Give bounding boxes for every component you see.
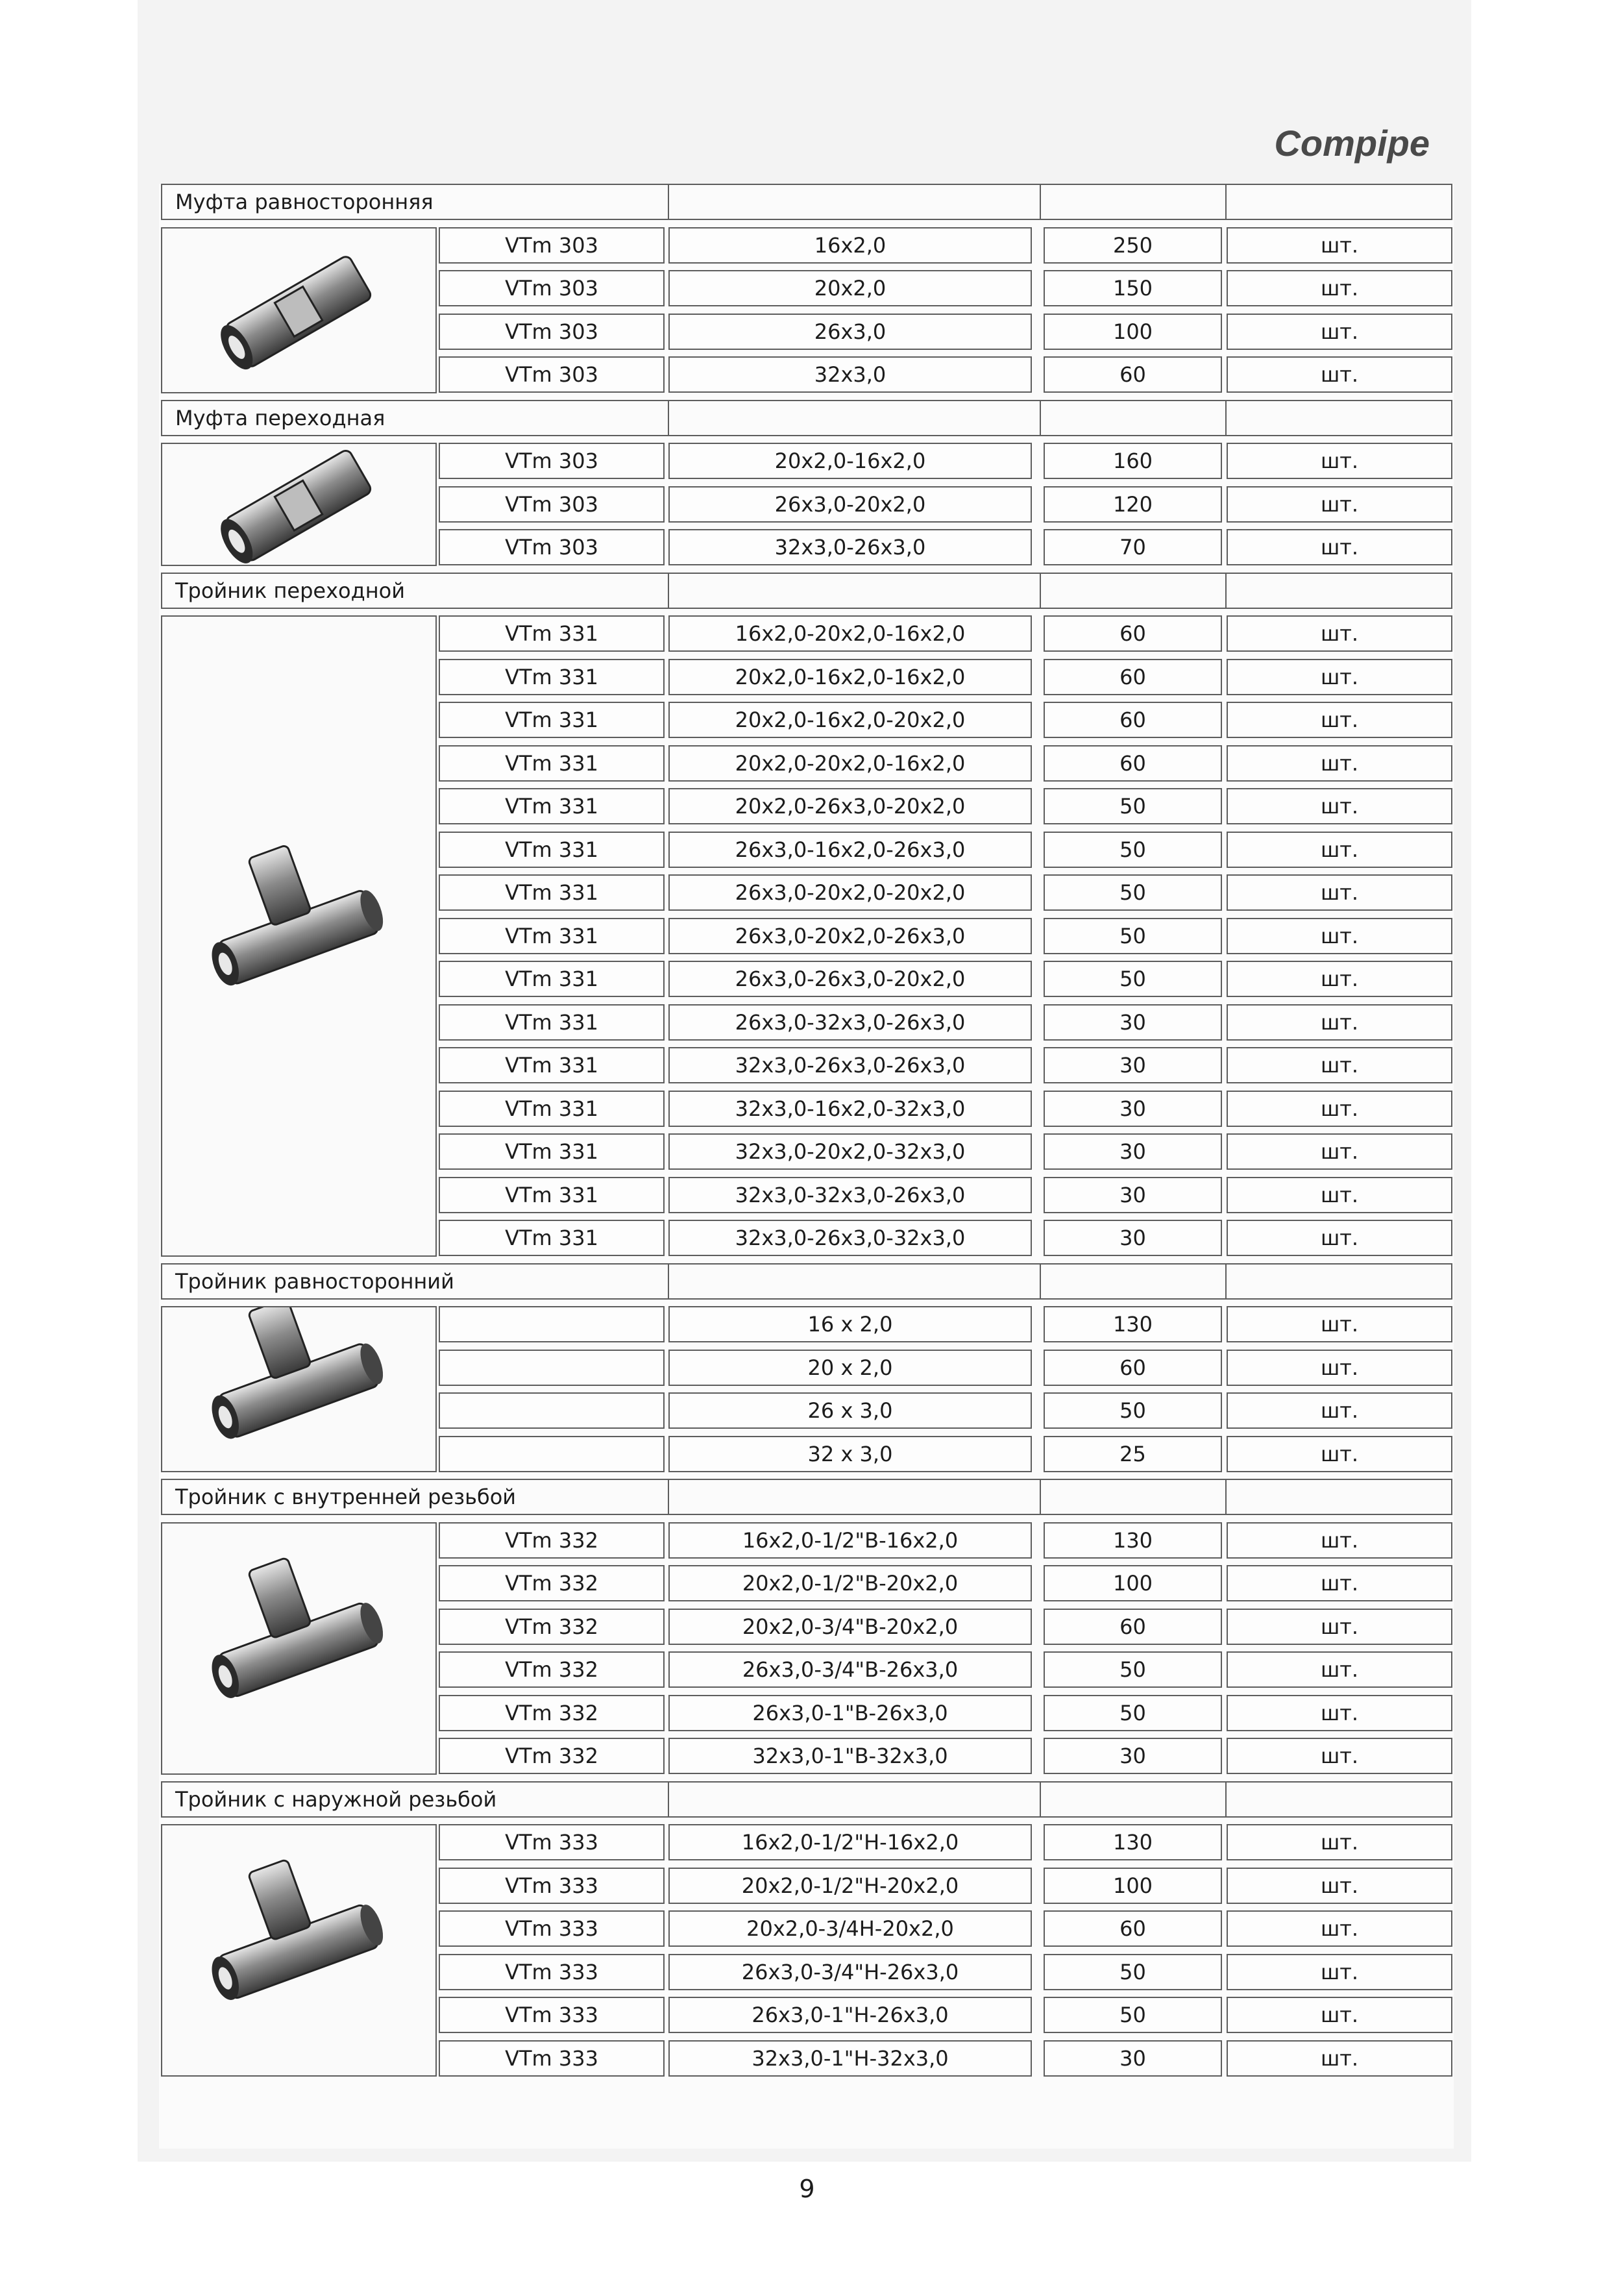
reducing-tee-icon: [161, 615, 437, 1257]
quantity-cell: 30: [1044, 1220, 1222, 1256]
size-cell: 20x2,0-16x2,0-16x2,0: [668, 659, 1032, 695]
unit-cell: шт.: [1227, 1824, 1452, 1860]
unit-cell: шт.: [1227, 1306, 1452, 1342]
product-code-cell: VTm 331: [439, 874, 665, 911]
unit-cell: шт.: [1227, 314, 1452, 350]
quantity-cell: 50: [1044, 788, 1222, 824]
product-code-cell: VTm 331: [439, 615, 665, 652]
size-cell: 32x3,0-16x2,0-32x3,0: [668, 1091, 1032, 1127]
unit-cell: шт.: [1227, 745, 1452, 782]
unit-cell: шт.: [1227, 874, 1452, 911]
size-cell: 20x2,0-3/4"B-20x2,0: [668, 1609, 1032, 1645]
quantity-cell: 120: [1044, 486, 1222, 523]
unit-cell: шт.: [1227, 1565, 1452, 1601]
product-code-cell: VTm 303: [439, 529, 665, 565]
size-cell: 32x3,0-32x3,0-26x3,0: [668, 1177, 1032, 1213]
reducing-coupling-icon: [161, 443, 437, 566]
product-code-cell: VTm 331: [439, 702, 665, 738]
size-cell: 32x3,0-26x3,0: [668, 529, 1032, 565]
quantity-cell: 25: [1044, 1436, 1222, 1472]
unit-cell: шт.: [1227, 1954, 1452, 1990]
size-cell: 26x3,0-1"B-26x3,0: [668, 1695, 1032, 1731]
size-cell: 16x2,0-1/2"B-16x2,0: [668, 1522, 1032, 1559]
product-code-cell: VTm 331: [439, 918, 665, 954]
size-cell: 20 x 2,0: [668, 1350, 1032, 1386]
size-cell: 32x3,0-1"B-32x3,0: [668, 1738, 1032, 1774]
size-cell: 20x2,0: [668, 270, 1032, 306]
quantity-cell: 130: [1044, 1306, 1222, 1342]
quantity-cell: 60: [1044, 1910, 1222, 1947]
quantity-cell: 60: [1044, 615, 1222, 652]
quantity-cell: 50: [1044, 1695, 1222, 1731]
product-code-cell: VTm 331: [439, 1177, 665, 1213]
size-cell: 16 x 2,0: [668, 1306, 1032, 1342]
product-code-cell: VTm 303: [439, 314, 665, 350]
product-code-cell: VTm 333: [439, 1997, 665, 2033]
size-cell: 32x3,0-26x3,0-26x3,0: [668, 1047, 1032, 1083]
product-code-cell: VTm 332: [439, 1565, 665, 1601]
size-cell: 26x3,0-16x2,0-26x3,0: [668, 832, 1032, 868]
product-code-cell: VTm 303: [439, 486, 665, 523]
unit-cell: шт.: [1227, 486, 1452, 523]
product-code-cell: VTm 331: [439, 1133, 665, 1170]
unit-cell: шт.: [1227, 1910, 1452, 1947]
unit-cell: шт.: [1227, 1350, 1452, 1386]
size-cell: 32x3,0-1"H-32x3,0: [668, 2040, 1032, 2077]
product-code-cell: VTm 331: [439, 1091, 665, 1127]
unit-cell: шт.: [1227, 659, 1452, 695]
product-code-cell: VTm 333: [439, 1910, 665, 1947]
size-cell: 20x2,0-16x2,0-20x2,0: [668, 702, 1032, 738]
unit-cell: шт.: [1227, 918, 1452, 954]
quantity-cell: 30: [1044, 1738, 1222, 1774]
quantity-cell: 160: [1044, 443, 1222, 479]
size-cell: 26x3,0-20x2,0-26x3,0: [668, 918, 1032, 954]
quantity-cell: 30: [1044, 1047, 1222, 1083]
size-cell: 16x2,0: [668, 227, 1032, 264]
quantity-cell: 100: [1044, 314, 1222, 350]
product-code-cell: VTm 331: [439, 745, 665, 782]
unit-cell: шт.: [1227, 1220, 1452, 1256]
size-cell: 16x2,0-1/2"H-16x2,0: [668, 1824, 1032, 1860]
product-code-cell: [439, 1436, 665, 1472]
product-code-cell: VTm 333: [439, 1824, 665, 1860]
quantity-cell: 30: [1044, 1177, 1222, 1213]
unit-cell: шт.: [1227, 615, 1452, 652]
quantity-cell: 50: [1044, 874, 1222, 911]
female-thread-tee-icon: [161, 1522, 437, 1775]
product-code-cell: VTm 303: [439, 443, 665, 479]
unit-cell: шт.: [1227, 1695, 1452, 1731]
product-code-cell: VTm 332: [439, 1738, 665, 1774]
size-cell: 26x3,0-20x2,0: [668, 486, 1032, 523]
unit-cell: шт.: [1227, 702, 1452, 738]
product-code-cell: VTm 333: [439, 2040, 665, 2077]
product-code-cell: VTm 303: [439, 356, 665, 393]
product-code-cell: VTm 332: [439, 1522, 665, 1559]
product-code-cell: VTm 331: [439, 961, 665, 997]
product-code-cell: VTm 331: [439, 1047, 665, 1083]
product-code-cell: VTm 331: [439, 832, 665, 868]
size-cell: 32 x 3,0: [668, 1436, 1032, 1472]
unit-cell: шт.: [1227, 1868, 1452, 1904]
size-cell: 26x3,0-26x3,0-20x2,0: [668, 961, 1032, 997]
quantity-cell: 50: [1044, 832, 1222, 868]
unit-cell: шт.: [1227, 961, 1452, 997]
size-cell: 32x3,0-20x2,0-32x3,0: [668, 1133, 1032, 1170]
product-code-cell: VTm 333: [439, 1868, 665, 1904]
quantity-cell: 60: [1044, 1609, 1222, 1645]
quantity-cell: 50: [1044, 1954, 1222, 1990]
section-title: Муфта равносторонняя: [175, 190, 434, 214]
unit-cell: шт.: [1227, 1091, 1452, 1127]
product-code-cell: VTm 333: [439, 1954, 665, 1990]
quantity-cell: 60: [1044, 1350, 1222, 1386]
quantity-cell: 250: [1044, 227, 1222, 264]
product-code-cell: VTm 303: [439, 227, 665, 264]
unit-cell: шт.: [1227, 529, 1452, 565]
unit-cell: шт.: [1227, 227, 1452, 264]
unit-cell: шт.: [1227, 1997, 1452, 2033]
quantity-cell: 30: [1044, 2040, 1222, 2077]
size-cell: 26x3,0-1"H-26x3,0: [668, 1997, 1032, 2033]
brand-logo: Compipe: [1274, 123, 1430, 164]
size-cell: 32x3,0: [668, 356, 1032, 393]
section-title: Тройник равносторонний: [175, 1268, 454, 1294]
quantity-cell: 60: [1044, 356, 1222, 393]
unit-cell: шт.: [1227, 1133, 1452, 1170]
unit-cell: шт.: [1227, 1738, 1452, 1774]
quantity-cell: 100: [1044, 1868, 1222, 1904]
quantity-cell: 30: [1044, 1133, 1222, 1170]
straight-coupling-icon: [161, 227, 437, 393]
quantity-cell: 50: [1044, 961, 1222, 997]
section-title: Тройник с наружной резьбой: [175, 1786, 497, 1812]
size-cell: 26x3,0-3/4"H-26x3,0: [668, 1954, 1032, 1990]
quantity-cell: 150: [1044, 270, 1222, 306]
product-code-cell: VTm 331: [439, 788, 665, 824]
unit-cell: шт.: [1227, 270, 1452, 306]
quantity-cell: 60: [1044, 702, 1222, 738]
quantity-cell: 130: [1044, 1824, 1222, 1860]
quantity-cell: 60: [1044, 745, 1222, 782]
unit-cell: шт.: [1227, 1522, 1452, 1559]
male-thread-tee-icon: [161, 1824, 437, 2077]
unit-cell: шт.: [1227, 1609, 1452, 1645]
product-code-cell: VTm 332: [439, 1609, 665, 1645]
size-cell: 26x3,0: [668, 314, 1032, 350]
page-number: 9: [799, 2175, 815, 2203]
unit-cell: шт.: [1227, 2040, 1452, 2077]
size-cell: 20x2,0-16x2,0: [668, 443, 1032, 479]
product-code-cell: VTm 331: [439, 1220, 665, 1256]
product-code-cell: [439, 1392, 665, 1429]
size-cell: 26x3,0-32x3,0-26x3,0: [668, 1004, 1032, 1041]
unit-cell: шт.: [1227, 443, 1452, 479]
quantity-cell: 30: [1044, 1004, 1222, 1041]
size-cell: 20x2,0-3/4H-20x2,0: [668, 1910, 1032, 1947]
unit-cell: шт.: [1227, 1047, 1452, 1083]
unit-cell: шт.: [1227, 1177, 1452, 1213]
size-cell: 26x3,0-3/4"B-26x3,0: [668, 1651, 1032, 1688]
quantity-cell: 50: [1044, 1392, 1222, 1429]
unit-cell: шт.: [1227, 1651, 1452, 1688]
quantity-cell: 60: [1044, 659, 1222, 695]
size-cell: 26 x 3,0: [668, 1392, 1032, 1429]
section-title: Тройник переходной: [175, 578, 405, 603]
quantity-cell: 130: [1044, 1522, 1222, 1559]
size-cell: 20x2,0-1/2"H-20x2,0: [668, 1868, 1032, 1904]
product-code-cell: VTm 331: [439, 659, 665, 695]
section-title: Муфта переходная: [175, 405, 385, 430]
equal-tee-icon: [161, 1306, 437, 1472]
quantity-cell: 30: [1044, 1091, 1222, 1127]
unit-cell: шт.: [1227, 788, 1452, 824]
unit-cell: шт.: [1227, 1004, 1452, 1041]
quantity-cell: 50: [1044, 1997, 1222, 2033]
size-cell: 26x3,0-20x2,0-20x2,0: [668, 874, 1032, 911]
size-cell: 20x2,0-26x3,0-20x2,0: [668, 788, 1032, 824]
product-code-cell: [439, 1350, 665, 1386]
size-cell: 16x2,0-20x2,0-16x2,0: [668, 615, 1032, 652]
unit-cell: шт.: [1227, 1436, 1452, 1472]
unit-cell: шт.: [1227, 356, 1452, 393]
section-title: Тройник с внутренней резьбой: [175, 1485, 517, 1509]
product-code-cell: VTm 331: [439, 1004, 665, 1041]
unit-cell: шт.: [1227, 1392, 1452, 1429]
product-code-cell: VTm 332: [439, 1695, 665, 1731]
quantity-cell: 100: [1044, 1565, 1222, 1601]
product-code-cell: VTm 303: [439, 270, 665, 306]
size-cell: 32x3,0-26x3,0-32x3,0: [668, 1220, 1032, 1256]
size-cell: 20x2,0-20x2,0-16x2,0: [668, 745, 1032, 782]
quantity-cell: 70: [1044, 529, 1222, 565]
unit-cell: шт.: [1227, 832, 1452, 868]
size-cell: 20x2,0-1/2"B-20x2,0: [668, 1565, 1032, 1601]
product-code-cell: VTm 332: [439, 1651, 665, 1688]
product-code-cell: [439, 1306, 665, 1342]
quantity-cell: 50: [1044, 1651, 1222, 1688]
quantity-cell: 50: [1044, 918, 1222, 954]
